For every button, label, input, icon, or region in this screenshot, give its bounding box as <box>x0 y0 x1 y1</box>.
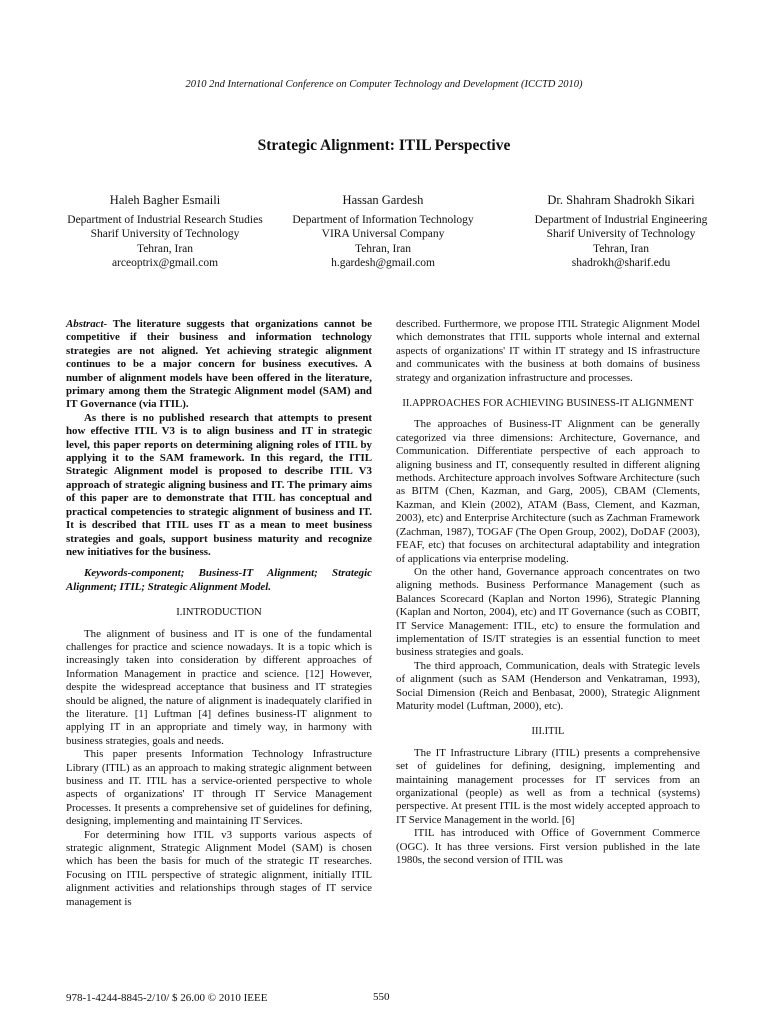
author-block-1 <box>50 193 280 271</box>
author-city: Tehran, Iran <box>136 242 194 255</box>
abstract-text-2: As there is no published research that attempts to present how effective ITIL V3 is to align business and IT in strategic level, this paper reports on determining aligning roles of ITIL by applying it to the SAM framework. In this regard, the ITIL Strategic Alignment model is proposed to describe ITIL V3 approach of strategic aligning business and IT. The primary aims of this paper are to demonstrate that ITIL has conceptual and practical competencies to strategic alignment of business and IT. It is described that ITIL uses IT as a mean to meet business strategies and goals, support business maturity and recognize new initiatives for the business. <box>66 411 372 558</box>
author-org: Sharif University of Technology <box>90 228 240 240</box>
author-name: Hassan Gardesh <box>342 193 424 207</box>
intro-paragraph-3: For determining how ITIL v3 supports various aspects of strategic alignment, Strategic Alignment Model (SAM) is chosen which has been the basis for much of the strategic IT researches. Focusing on ITIL perspective of strategic alignment, initially ITIL alignment activities and relationships through stages of IT service management is <box>66 828 372 908</box>
itil-paragraph-1: The IT Infrastructure Library (ITIL) presents a comprehensive set of guidelines for defining, designing, implementing and maintaining management processes for IT services from an organizational (people) as well as from a technical (systems) perspective. At present ITIL is the most widely accepted approach to IT Service Management in the world. [6] <box>396 746 700 826</box>
author-block-3 <box>506 193 736 271</box>
author-name: Dr. Shahram Shadrokh Sikari <box>547 193 695 207</box>
abstract-text-1: The literature suggests that organizations cannot be competitive if their business and information technology strategies are not aligned. Yet achieving strategic alignment continues to be a major concern for business executives. A number of alignment models have been offered in the literature, primary among them the Strategic Alignment model (SAM) and IT Governance (via ITIL). <box>66 318 372 411</box>
author-email: h.gardesh@gmail.com <box>331 257 435 269</box>
author-email: shadrokh@sharif.edu <box>571 257 671 269</box>
conference-header: 2010 2nd International Conference on Computer Technology and Development (ICCTD 2010) <box>185 79 583 90</box>
left-column <box>66 318 372 909</box>
author-dept: Department of Industrial Research Studies <box>67 213 263 226</box>
author-name: Haleh Bagher Esmaili <box>109 193 221 207</box>
intro-paragraph-1: The alignment of business and IT is one of the fundamental challenges for practice and science nowadays. It is a topic which is increasingly taken into consideration by different approaches of Information Management in practice and science. [12] However, despite the widespread acceptance that business and IT strategies should be aligned, the nature of alignment is inadequately clarified in the literature. [1] Luftman [4] defines business-IT alignment to applying IT in an appropriate and timely way, in harmony with business strategies, goals and needs. <box>66 627 372 747</box>
intro-paragraph-2: This paper presents Information Technology Infrastructure Library (ITIL) as an approach to making strategic alignment between business and IT. ITIL has a service-oriented perspective to whole aspects of organizations' IT through IT Service Management Processes. It presents a comprehensive set of guidelines for defining, designing, implementing and maintaining IT Services. <box>66 748 372 828</box>
paper-title: Strategic Alignment: ITIL Perspective <box>257 137 511 154</box>
page-number: 550 <box>373 991 390 1003</box>
approaches-paragraph-2: On the other hand, Governance approach concentrates on two aligning methods. Business Performance Management (such as Balances Scorecard (Kaplan and Norton 1996), Strategic Planning (Kaplan and Norton, 2004), etc) and IT Governance (such as COBIT, IT Service Management: ITIL, etc) to ensure the formulation and implementation of IS/IT strategies is an essential function to meet business strategies and goals. <box>396 565 700 659</box>
author-org: VIRA Universal Company <box>321 228 445 240</box>
abstract-paragraph <box>66 318 372 412</box>
author-email: arceoptrix@gmail.com <box>111 257 219 269</box>
author-dept: Department of Industrial Engineering <box>534 213 708 226</box>
author-org: Sharif University of Technology <box>546 228 696 240</box>
footer-isbn: 978-1-4244-8845-2/10/ $ 26.00 © 2010 IEEE <box>66 992 268 1004</box>
itil-paragraph-2: ITIL has introduced with Office of Government Commerce (OGC). It has three versions. First version published in the late 1980s, the second version of ITIL was <box>396 827 700 867</box>
section-heading-introduction: I.INTRODUCTION <box>176 607 262 619</box>
intro-continuation: described. Furthermore, we propose ITIL Strategic Alignment Model which demonstrates that ITIL supports whole internal and external aspects of organizations' IT within IT strategy and IS infrastructure and communicates with the business at both domains of business strategy and organization infrastructure and processes. <box>396 318 700 384</box>
abstract-label: Abstract- <box>66 318 108 330</box>
section-heading-itil: III.ITIL <box>531 726 565 738</box>
right-column <box>396 318 700 867</box>
author-block-2 <box>288 193 478 271</box>
author-city: Tehran, Iran <box>592 242 650 255</box>
approaches-paragraph-3: The third approach, Communication, deals with Strategic levels of alignment (such as SAM (Henderson and Venkatraman, 1993), Social Dimension (Reich and Benbasat, 2000), Strategic Alignment Maturity model (Luftman, 2000), etc). <box>396 659 700 712</box>
section-heading-approaches: II.APPROACHES FOR ACHIEVING BUSINESS-IT ALIGNMENT <box>402 398 694 410</box>
keywords: Keywords-component; Business-IT Alignment; Strategic Alignment; ITIL; Strategic Alignment Model. <box>66 567 372 593</box>
author-dept: Department of Information Technology <box>292 213 474 226</box>
author-city: Tehran, Iran <box>354 242 412 255</box>
approaches-paragraph-1: The approaches of Business-IT Alignment can be generally categorized via three dimensions: Architecture, Governance, and Communication. Differentiate perspective of each approach to aligning business and IT, consequently resulted in different aligning methods. Architecture approach involves Software Architecture (such as BITM (Chen, Kazman, and Garg, 2005), CBAM (Clements, Kazman, and Klein (2002), ATAM (Bass, Clement, and Kazman, 2003), etc) and Enterprise Architecture (such as Zachman Framework (Zachman, 1987), TOGAF (The Open Group, 2002), DoDAF (2003), FEAF, etc) that focuses on architectural adaptability and integration of applications via enterprise modeling. <box>396 418 700 565</box>
